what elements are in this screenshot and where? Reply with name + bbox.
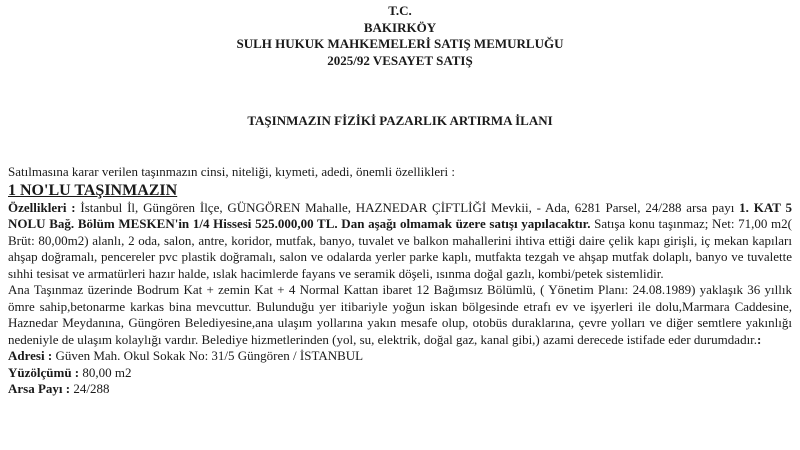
main-property-text-end: : [757, 331, 762, 347]
header-line-tc: T.C. [388, 3, 412, 18]
area-row [8, 365, 792, 382]
header-line-location: BAKIRKÖY [363, 19, 437, 35]
features-label: Özellikleri : [8, 199, 76, 215]
land-share-label: Arsa Payı : [8, 381, 71, 396]
notice-body [8, 164, 792, 398]
features-text-location: İstanbul İl, Güngören İlçe, GÜNGÖREN Mahalle, HAZNEDAR ÇİFTLİĞİ Mevkii, - Ada, 6281 Parsel, 24/288 arsa payı [75, 199, 740, 215]
land-share-row [8, 381, 792, 398]
header-line-office: SULH HUKUK MAHKEMELERİ SATIŞ MEMURLUĞU [236, 36, 564, 51]
address-label: Adresi : [8, 348, 53, 363]
notice-title: TAŞINMAZIN FİZİKİ PAZARLIK ARTIRMA İLANI [247, 113, 553, 128]
area-value: 80,00 m2 [79, 364, 132, 380]
property-heading: 1 NO'LU TAŞINMAZIN [8, 181, 178, 199]
header-line-case-number: 2025/92 VESAYET SATIŞ [327, 52, 473, 68]
court-header [0, 3, 800, 69]
address-row [8, 348, 792, 365]
intro-text: Satılmasına karar verilen taşınmazın cinsi, niteliği, kıymeti, adedi, önemli özellikleri : [8, 164, 455, 179]
main-property-text: Ana Taşınmaz üzerinde Bodrum Kat + zemin Kat + 4 Normal Kattan ibaret 12 Bağımsız Bölümlü, ( Yönetim Planı: 24.08.1989) yaklaşık 36 yıllık ömre sahip,betonarme karkas bina mevcuttur. Bulunduğu yer itibariyle yoğun iskan bölgesinde etrafı ev ve işyerleri ile dolu,Marmara Caddesine, Haznedar Meydanına, Güngören Belediyesine,ana ulaşım yollarına yakın mesafe olup, otobüs duraklarına, çevre yolları ve diğer semtlere yakınlığı nedeniyle de ulaşım kolaylığı vardır. Belediye hizmetlerinden (yol, su, elektrik, doğal gaz, kanal gibi,) azami derecede istifade eder durumdadır. [8, 282, 792, 347]
land-share-value: 24/288 [70, 381, 110, 396]
main-property-description [8, 282, 792, 348]
features-text-sale-terms: 1. KAT 5 NOLU Bağ. Bölüm MESKEN'in 1/4 Hissesi 525.000,00 TL. Dan aşağı olmamak üzere satışı yapılacaktır. [8, 199, 792, 231]
address-value: Güven Mah. Okul Sokak No: 31/5 Güngören / İSTANBUL [52, 348, 364, 363]
features-text-description: Satışa konu taşınmaz; Net: 71,00 m2( Brüt: 80,00m2) alanlı, 2 oda, salon, antre, koridor, mutfak, banyo, tuvalet ve balkon mahallerini ihtiva ettiği daire çelik kapı girişli, iç mekan kapıları ahşap doğramalı, pencereler pvc plastik doğramalı, salon ve odalarda yerler parke kaplı, mutfakta tezgah ve ahşap mutfak dolaplı, banyo ve tuvalette sıhhi tesisat ve armatürleri hazır halde, ıslak hacimlerde fayans ve seramik döşeli, ısınma doğal gazlı, kombi/petek sistemlidir. [8, 216, 792, 281]
property-features [8, 200, 792, 283]
area-label: Yüzölçümü : [8, 364, 80, 380]
